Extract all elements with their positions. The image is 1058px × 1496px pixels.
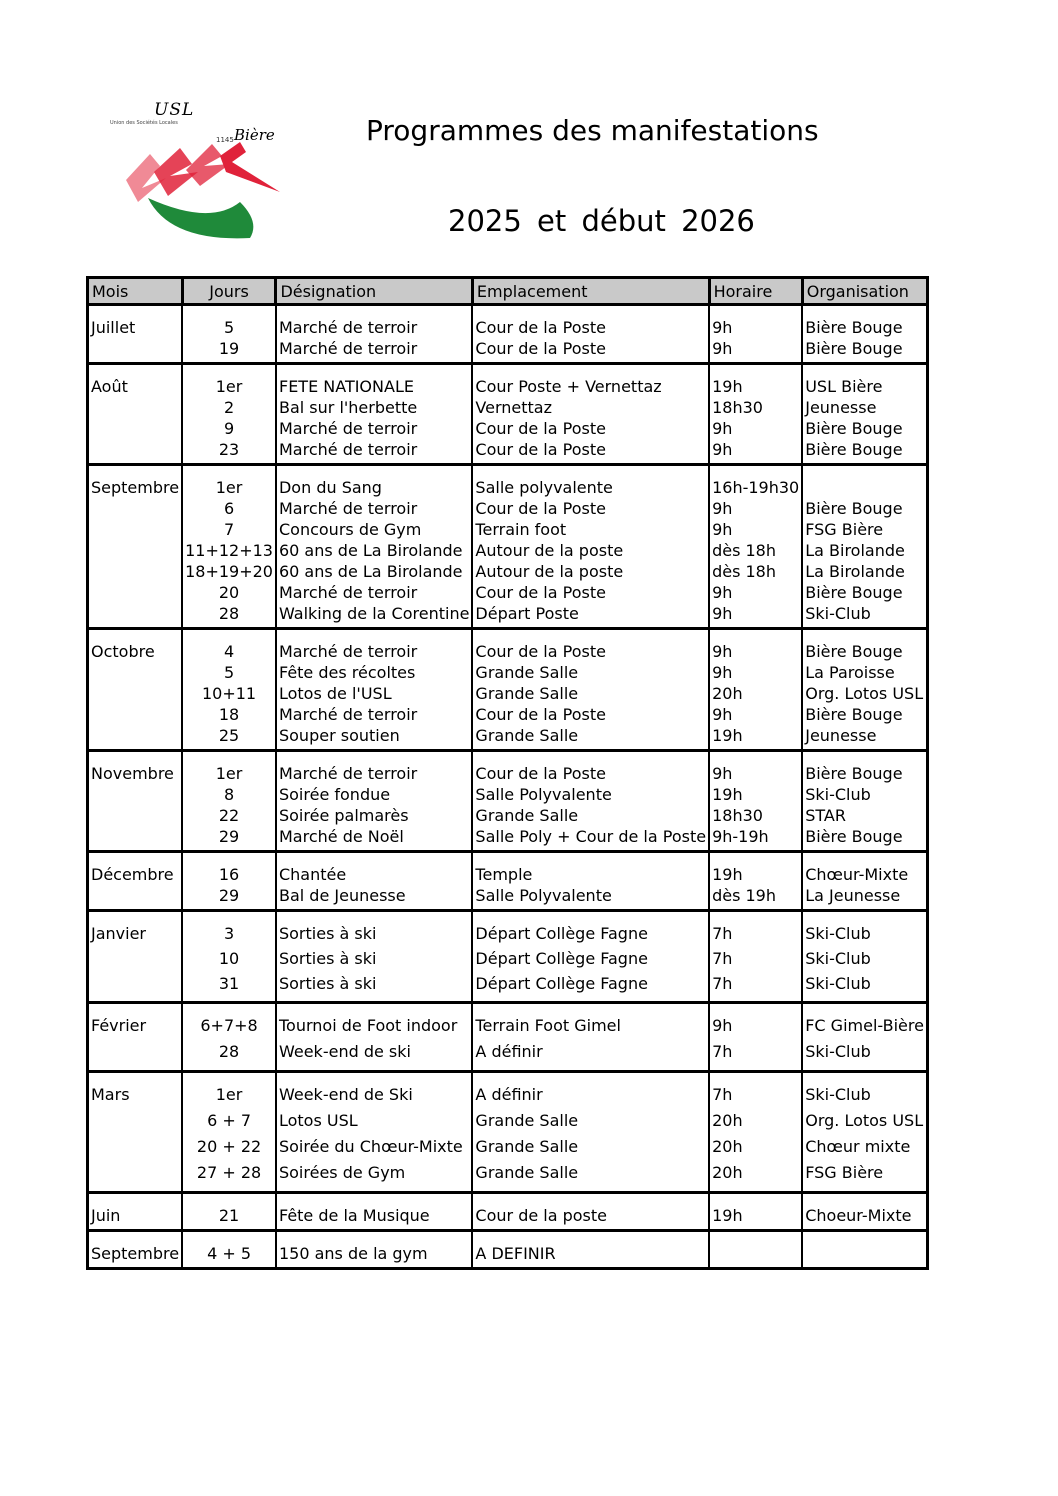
header-horaire: Horaire (709, 278, 802, 305)
jours-value: 20 (218, 583, 240, 602)
emplacement-cell (472, 305, 709, 364)
organisation-value: Bière Bouge (805, 764, 903, 783)
jours-value: 19 (218, 339, 240, 358)
month-cell (88, 1193, 183, 1231)
jours-value: 18 (218, 705, 240, 724)
organisation-value: La Jeunesse (805, 886, 901, 905)
jours-value: 4 (223, 642, 235, 661)
organisation-cell (802, 364, 927, 465)
jours-cell (182, 1193, 276, 1231)
jours-value: 3 (223, 924, 235, 943)
organisation-value: Ski-Club (805, 924, 871, 943)
organisation-value: Bière Bouge (805, 583, 903, 602)
jours-cell (182, 305, 276, 364)
emplacement-cell (472, 1072, 709, 1193)
horaire-cell (709, 1193, 802, 1231)
horaire-cell (709, 364, 802, 465)
emplacement-value: Départ Collège Fagne (475, 924, 648, 943)
designation-value: Marché de terroir (278, 440, 418, 459)
emplacement-value: Grande Salle (475, 806, 579, 825)
designation-value: Marché de terroir (278, 583, 418, 602)
table-header-row (88, 278, 928, 305)
emplacement-value: Départ Collège Fagne (475, 974, 648, 993)
designation-cell (276, 305, 472, 364)
designation-cell (276, 852, 472, 911)
designation-value: Souper soutien (278, 726, 400, 745)
organisation-value: Ski-Club (805, 974, 871, 993)
designation-value: Bal de Jeunesse (278, 886, 406, 905)
designation-cell (276, 751, 472, 852)
horaire-value: 19h (712, 865, 743, 884)
horaire-value: 9h (712, 1016, 733, 1035)
designation-value: Marché de terroir (278, 318, 418, 337)
organisation-cell (802, 629, 927, 751)
header-emplacement: Emplacement (472, 278, 709, 305)
organisation-value: Bière Bouge (805, 499, 903, 518)
month-row (88, 305, 928, 364)
jours-value: 1er (215, 478, 243, 497)
month-cell (88, 911, 183, 1003)
emplacement-value: Salle Polyvalente (475, 886, 612, 905)
emplacement-value: Cour de la Poste (475, 339, 606, 358)
designation-value: Walking de la Corentine (278, 604, 470, 623)
header-designation: Désignation (276, 278, 472, 305)
organisation-value: La Birolande (805, 562, 905, 581)
emplacement-value: A définir (475, 1042, 543, 1061)
emplacement-value: A DEFINIR (475, 1244, 556, 1263)
designation-value: 60 ans de La Birolande (278, 562, 463, 581)
jours-value: 28 (218, 1042, 240, 1061)
organisation-value: Ski-Club (805, 785, 871, 804)
table-body (88, 305, 928, 1269)
designation-value: Week-end de ski (278, 1042, 411, 1061)
designation-value: 60 ans de La Birolande (278, 541, 463, 560)
designation-value: 150 ans de la gym (278, 1244, 428, 1263)
emplacement-cell (472, 1193, 709, 1231)
designation-value: Sorties à ski (278, 924, 377, 943)
emplacement-value: Temple (475, 865, 533, 884)
horaire-value: 9h (712, 642, 733, 661)
designation-value: Lotos de l'USL (278, 684, 392, 703)
jours-cell (182, 1231, 276, 1269)
organisation-cell (802, 852, 927, 911)
organisation-cell (802, 751, 927, 852)
jours-value: 20 + 22 (196, 1137, 262, 1156)
designation-value: Soirée palmarès (278, 806, 409, 825)
logo-subtitle: Union des Sociétés Locales (110, 120, 178, 126)
jours-cell (182, 751, 276, 852)
designation-value: Marché de terroir (278, 499, 418, 518)
page-title: Programmes des manifestations (366, 114, 819, 147)
month-label: Décembre (91, 865, 174, 884)
horaire-cell (709, 852, 802, 911)
emplacement-value: Cour de la Poste (475, 764, 606, 783)
month-label: Novembre (91, 764, 174, 783)
jours-value: 10 (218, 949, 240, 968)
organisation-cell (802, 465, 927, 629)
horaire-value: dès 18h (712, 541, 776, 560)
jours-value: 29 (218, 886, 240, 905)
emplacement-value: Grande Salle (475, 726, 579, 745)
organisation-value: FSG Bière (805, 520, 884, 539)
events-table (86, 276, 929, 1270)
designation-value: Bal sur l'herbette (278, 398, 418, 417)
horaire-value: dès 18h (712, 562, 776, 581)
jours-value: 2 (223, 398, 235, 417)
jours-cell (182, 911, 276, 1003)
organisation-value: Org. Lotos USL (805, 1111, 924, 1130)
jours-value: 5 (223, 663, 235, 682)
horaire-value: 20h (712, 1163, 743, 1182)
horaire-cell (709, 1072, 802, 1193)
designation-value: Soirée du Chœur-Mixte (278, 1137, 463, 1156)
organisation-cell (802, 911, 927, 1003)
designation-cell (276, 465, 472, 629)
organisation-value: Jeunesse (805, 398, 877, 417)
month-cell (88, 852, 183, 911)
emplacement-value: Départ Collège Fagne (475, 949, 648, 968)
jours-value: 4 + 5 (207, 1244, 251, 1263)
page-subtitle: 2025 et début 2026 (448, 204, 755, 238)
month-label: Mars (91, 1085, 130, 1104)
organisation-value (805, 1243, 924, 1264)
month-cell (88, 629, 183, 751)
jours-value: 31 (218, 974, 240, 993)
emplacement-cell (472, 465, 709, 629)
organisation-value: FC Gimel-Bière (805, 1016, 924, 1035)
emplacement-cell (472, 364, 709, 465)
horaire-value: 9h (712, 440, 733, 459)
emplacement-value: Grande Salle (475, 663, 579, 682)
emplacement-value: Cour de la poste (475, 1206, 608, 1225)
jours-value: 23 (218, 440, 240, 459)
designation-value: Marché de Noël (278, 827, 404, 846)
designation-value: Tournoi de Foot indoor (278, 1016, 458, 1035)
designation-value: Lotos USL (278, 1111, 358, 1130)
horaire-value: 9h (712, 663, 733, 682)
organisation-value: Bière Bouge (805, 419, 903, 438)
month-row (88, 629, 928, 751)
designation-value: Chantée (278, 865, 347, 884)
designation-value: Fête de la Musique (278, 1206, 430, 1225)
organisation-value: Bière Bouge (805, 642, 903, 661)
month-label: Juin (91, 1206, 121, 1225)
month-label: Février (91, 1016, 147, 1035)
organisation-value: Bière Bouge (805, 705, 903, 724)
emplacement-value: Cour Poste + Vernettaz (475, 377, 662, 396)
emplacement-value: Grande Salle (475, 1137, 579, 1156)
designation-cell (276, 1193, 472, 1231)
organisation-value: Ski-Club (805, 1042, 871, 1061)
jours-cell (182, 364, 276, 465)
emplacement-value: Cour de la Poste (475, 499, 606, 518)
jours-value: 5 (223, 318, 235, 337)
organisation-cell (802, 305, 927, 364)
month-label: Octobre (91, 642, 155, 661)
jours-value: 1er (215, 1085, 243, 1104)
header-mois: Mois (88, 278, 183, 305)
designation-cell (276, 364, 472, 465)
emplacement-value: Terrain foot (475, 520, 567, 539)
organisation-value: Ski-Club (805, 604, 871, 623)
designation-value: Concours de Gym (278, 520, 422, 539)
horaire-value: 18h30 (712, 398, 763, 417)
horaire-cell (709, 465, 802, 629)
month-cell (88, 1072, 183, 1193)
month-row (88, 1231, 928, 1269)
logo-town: Bière (234, 126, 275, 144)
jours-value: 10+11 (201, 684, 257, 703)
horaire-cell (709, 629, 802, 751)
emplacement-value: Autour de la poste (475, 541, 624, 560)
emplacement-value: Grande Salle (475, 1111, 579, 1130)
jours-value: 1er (215, 377, 243, 396)
designation-value: Soirées de Gym (278, 1163, 406, 1182)
emplacement-value: Grande Salle (475, 1163, 579, 1182)
organisation-cell (802, 1003, 927, 1072)
header-organisation: Organisation (802, 278, 927, 305)
horaire-value: 9h (712, 339, 733, 358)
usl-logo (110, 100, 290, 250)
month-row (88, 1003, 928, 1072)
horaire-value: 20h (712, 1111, 743, 1130)
jours-value: 21 (218, 1206, 240, 1225)
designation-value: Fête des récoltes (278, 663, 416, 682)
jours-cell (182, 852, 276, 911)
organisation-value: Ski-Club (805, 1085, 871, 1104)
horaire-cell (709, 1003, 802, 1072)
month-cell (88, 1003, 183, 1072)
organisation-value (805, 477, 924, 498)
jours-value: 16 (218, 865, 240, 884)
emplacement-cell (472, 1231, 709, 1269)
horaire-value (712, 1243, 799, 1264)
jours-cell (182, 629, 276, 751)
designation-value: Week-end de Ski (278, 1085, 413, 1104)
logo-usl-text: USL (154, 100, 195, 120)
horaire-value: 9h (712, 705, 733, 724)
organisation-value: FSG Bière (805, 1163, 884, 1182)
horaire-cell (709, 1231, 802, 1269)
emplacement-value: Cour de la Poste (475, 419, 606, 438)
emplacement-cell (472, 852, 709, 911)
header-jours: Jours (182, 278, 276, 305)
emplacement-value: Salle polyvalente (475, 478, 613, 497)
organisation-cell (802, 1072, 927, 1193)
jours-value: 6 + 7 (207, 1111, 251, 1130)
emplacement-value: Vernettaz (475, 398, 552, 417)
designation-cell (276, 1072, 472, 1193)
designation-value: Marché de terroir (278, 642, 418, 661)
horaire-value: 9h (712, 583, 733, 602)
organisation-value: Bière Bouge (805, 339, 903, 358)
jours-value: 29 (218, 827, 240, 846)
horaire-value: 19h (712, 726, 743, 745)
jours-value: 1er (215, 764, 243, 783)
jours-value: 22 (218, 806, 240, 825)
organisation-value: Choeur-Mixte (805, 1206, 912, 1225)
horaire-value: 19h (712, 785, 743, 804)
month-cell (88, 1231, 183, 1269)
horaire-value: 18h30 (712, 806, 763, 825)
month-label: Septembre (91, 1244, 180, 1263)
horaire-value: 9h (712, 764, 733, 783)
month-label: Janvier (91, 924, 146, 943)
month-cell (88, 465, 183, 629)
emplacement-value: Salle Poly + Cour de la Poste (475, 827, 707, 846)
jours-value: 6+7+8 (200, 1016, 258, 1035)
designation-value: Marché de terroir (278, 419, 418, 438)
designation-value: Don du Sang (278, 478, 382, 497)
month-label: Septembre (91, 478, 180, 497)
emplacement-cell (472, 1003, 709, 1072)
emplacement-value: Terrain Foot Gimel (475, 1016, 621, 1035)
logo-emblem-icon (120, 142, 280, 242)
month-cell (88, 305, 183, 364)
designation-value: Sorties à ski (278, 974, 377, 993)
organisation-cell (802, 1193, 927, 1231)
horaire-value: 9h (712, 318, 733, 337)
month-label: Juillet (91, 318, 136, 337)
month-row (88, 911, 928, 1003)
designation-value: Marché de terroir (278, 764, 418, 783)
month-cell (88, 364, 183, 465)
horaire-value: 9h (712, 520, 733, 539)
designation-value: Sorties à ski (278, 949, 377, 968)
organisation-value: Chœur mixte (805, 1137, 911, 1156)
organisation-value: Jeunesse (805, 726, 877, 745)
month-row (88, 852, 928, 911)
horaire-value: 9h-19h (712, 827, 769, 846)
horaire-value: 7h (712, 1042, 733, 1061)
horaire-cell (709, 751, 802, 852)
horaire-cell (709, 911, 802, 1003)
jours-value: 8 (223, 785, 235, 804)
horaire-cell (709, 305, 802, 364)
horaire-value: 7h (712, 949, 733, 968)
designation-value: FETE NATIONALE (278, 377, 414, 396)
horaire-value: 20h (712, 1137, 743, 1156)
designation-value: Soirée fondue (278, 785, 391, 804)
jours-value: 9 (223, 419, 235, 438)
emplacement-value: Cour de la Poste (475, 705, 606, 724)
month-cell (88, 751, 183, 852)
designation-cell (276, 1231, 472, 1269)
month-row (88, 364, 928, 465)
emplacement-value: Cour de la Poste (475, 642, 606, 661)
jours-value: 11+12+13 (185, 541, 273, 560)
emplacement-value: Cour de la Poste (475, 440, 606, 459)
horaire-value: 9h (712, 419, 733, 438)
horaire-value: 9h (712, 604, 733, 623)
month-row (88, 751, 928, 852)
logo-postcode: 1145 (216, 136, 234, 144)
emplacement-cell (472, 911, 709, 1003)
jours-cell (182, 1072, 276, 1193)
jours-value: 27 + 28 (196, 1163, 262, 1182)
jours-value: 6 (223, 499, 235, 518)
emplacement-cell (472, 629, 709, 751)
jours-cell (182, 1003, 276, 1072)
month-row (88, 465, 928, 629)
horaire-value: 7h (712, 974, 733, 993)
horaire-value: 9h (712, 499, 733, 518)
organisation-value: USL Bière (805, 377, 883, 396)
designation-cell (276, 629, 472, 751)
organisation-value: La Paroisse (805, 663, 895, 682)
organisation-value: Ski-Club (805, 949, 871, 968)
organisation-value: STAR (805, 806, 846, 825)
emplacement-value: Cour de la Poste (475, 318, 606, 337)
horaire-value: 16h-19h30 (712, 478, 800, 497)
jours-value: 18+19+20 (185, 562, 273, 581)
horaire-value: 19h (712, 377, 743, 396)
jours-value: 28 (218, 604, 240, 623)
jours-value: 25 (218, 726, 240, 745)
organisation-value: Org. Lotos USL (805, 684, 924, 703)
emplacement-value: A définir (475, 1085, 543, 1104)
organisation-value: Bière Bouge (805, 318, 903, 337)
horaire-value: dès 19h (712, 886, 776, 905)
designation-value: Marché de terroir (278, 705, 418, 724)
month-row (88, 1193, 928, 1231)
designation-cell (276, 911, 472, 1003)
organisation-cell (802, 1231, 927, 1269)
horaire-value: 20h (712, 684, 743, 703)
organisation-value: Bière Bouge (805, 440, 903, 459)
emplacement-value: Grande Salle (475, 684, 579, 703)
horaire-value: 7h (712, 1085, 733, 1104)
emplacement-value: Salle Polyvalente (475, 785, 612, 804)
emplacement-value: Autour de la poste (475, 562, 624, 581)
designation-cell (276, 1003, 472, 1072)
horaire-value: 19h (712, 1206, 743, 1225)
organisation-value: Bière Bouge (805, 827, 903, 846)
jours-value: 7 (223, 520, 235, 539)
emplacement-value: Départ Poste (475, 604, 579, 623)
organisation-value: La Birolande (805, 541, 905, 560)
designation-value: Marché de terroir (278, 339, 418, 358)
organisation-value: Chœur-Mixte (805, 865, 909, 884)
emplacement-cell (472, 751, 709, 852)
month-row (88, 1072, 928, 1193)
jours-cell (182, 465, 276, 629)
emplacement-value: Cour de la Poste (475, 583, 606, 602)
horaire-value: 7h (712, 924, 733, 943)
month-label: Août (91, 377, 128, 396)
